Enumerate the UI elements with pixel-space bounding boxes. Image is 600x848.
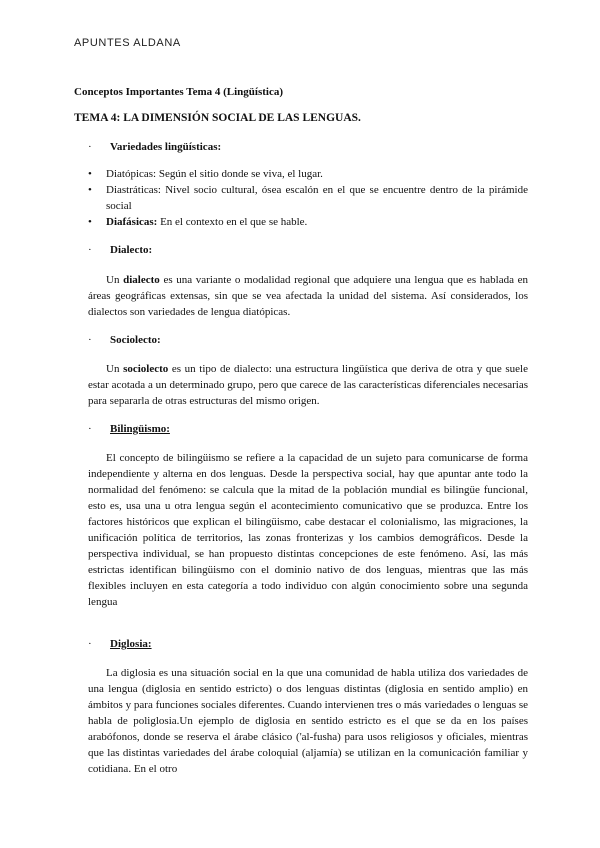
heading-variedades — [88, 141, 221, 153]
list-bullet: • — [88, 184, 92, 196]
list-item — [88, 182, 528, 214]
list-item-text: Según el sitio donde se viva, el lugar. — [156, 168, 323, 180]
heading-sociolecto — [88, 334, 161, 346]
paragraph-prefix: Un — [106, 274, 124, 286]
heading-dialecto — [88, 244, 152, 256]
heading-bilinguismo — [88, 423, 170, 435]
heading-diglosia — [88, 638, 152, 650]
paragraph-dialecto — [88, 272, 528, 320]
paragraph-text: es un tipo de dialecto: una estructura lingüística que deriva de otra y que suele estar acotada a un determinado grupo, pero que carece de las características diferenciales necesarias para separarla de otras estructuras del mismo origen. — [88, 363, 528, 407]
list-bullet: • — [88, 216, 92, 228]
bullet-dot: · — [88, 244, 92, 256]
document-title: Conceptos Importantes Tema 4 (Lingüística) — [74, 86, 284, 98]
paragraph-diglosia: La diglosia es una situación social en la que una comunidad de habla utiliza dos variedades de una lengua (diglosia en sentido estricto) o dos lenguas distintas (diglosia en sentido amplio) en ámbitos y para funciones sociales diferentes. Cuando intervienen tres o más variedades o lenguas se habla de poliglosia.Un ejemplo de diglosia en sentido estricto es el que se da en los países arabófonos, donde se reserva el árabe clásico ('al-fusha) para usos religiosos y oficiales, mientras que las distintas variedades del árabe coloquial (aljamía) se utilizan en la comunicación familiar y cotidiana. En el otro — [88, 667, 528, 775]
paragraph-bilinguismo: El concepto de bilingüismo se refiere a la capacidad de un sujeto para comunicarse de forma independiente y alterna en dos lenguas. Desde la perspectiva social, hay que apuntar ante todo la normalidad del fenómeno: se calcula que la mitad de la población mundial es bilingüe funcional, esto es, usa una u otra lengua según el acontecimiento comunicativo que se produzca. Entre los factores históricos que explican el bilingüismo, cabe destacar el colonialismo, las migraciones, la unificación política de territorios, las zonas fronterizas y los cambios demográficos. Desde la perspectiva individual, se han propuesto distintas concepciones de este fenómeno. Así, las más estrictas identifican bilingüismo con el dominio nativo de dos lenguas, mientras que las más flexibles incluyen en esta categoría a todo individuo con algún conocimiento sobre una segunda lengua — [88, 452, 528, 608]
page-header-brand: APUNTES ALDANA — [74, 37, 181, 49]
paragraph-sociolecto — [88, 361, 528, 409]
heading-sociolecto-text: Sociolecto: — [110, 334, 161, 346]
bullet-dot: · — [88, 638, 92, 650]
variedades-list — [88, 166, 528, 230]
list-item-term: Diastráticas: — [106, 184, 161, 196]
list-item-term: Diatópicas: — [106, 168, 157, 180]
list-item-term: Diafásicas: — [106, 216, 158, 228]
paragraph-text: es una variante o modalidad regional que adquiere una lengua que es hablada en áreas geográficas extensas, sin que se vea afectada la unidad del sistema. Así considerados, los dialectos son variedades de lengua diatópicas. — [88, 274, 528, 318]
paragraph-prefix: Un — [106, 363, 124, 375]
bullet-dot: · — [88, 141, 92, 153]
bullet-dot: · — [88, 334, 92, 346]
section-title: TEMA 4: LA DIMENSIÓN SOCIAL DE LAS LENGUAS. — [74, 112, 361, 124]
term-dialecto: dialecto — [123, 274, 160, 286]
list-item — [88, 214, 528, 230]
heading-variedades-text: Variedades lingüísticas: — [110, 141, 222, 153]
bullet-dot: · — [88, 423, 92, 435]
heading-dialecto-text: Dialecto: — [110, 244, 153, 256]
heading-bilinguismo-text: Bilingüismo: — [110, 423, 170, 435]
list-bullet: • — [88, 168, 92, 180]
list-item-text: En el contexto en el que se hable. — [157, 216, 308, 228]
heading-diglosia-text: Diglosia: — [110, 638, 152, 650]
list-item-text: Nivel socio cultural, ósea escalón en el que se encuentre dentro de la pirámide social — [106, 184, 528, 212]
list-item — [88, 166, 528, 182]
term-sociolecto: sociolecto — [123, 363, 169, 375]
